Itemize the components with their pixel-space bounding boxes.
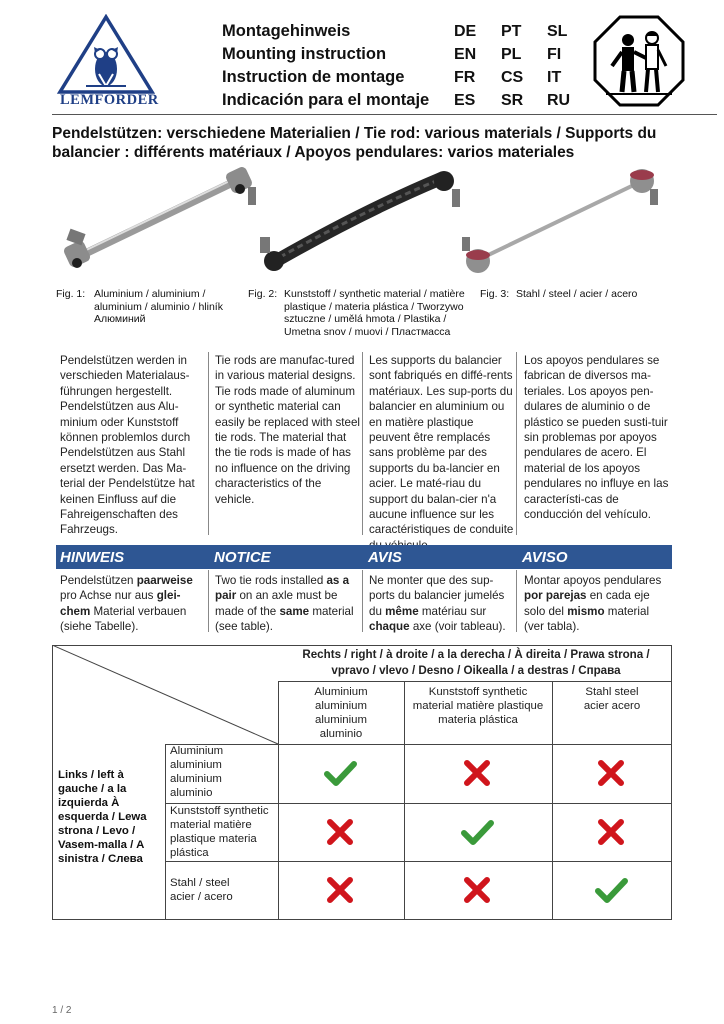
steel-tie-rod-icon [458, 165, 668, 285]
lang-code: PT [501, 23, 522, 40]
cross-icon [594, 817, 628, 847]
figure-label: Fig. 1: [56, 288, 86, 300]
figure-label: Fig. 2: [248, 288, 278, 300]
notice-text-fr: Ne monter que des sup-ports du balancier jumelés du même matériau sur chaque axe (voir tableau). [369, 574, 506, 634]
figure-2-image [258, 165, 468, 285]
lang-code: EN [454, 46, 477, 63]
lang-code: ES [454, 92, 476, 109]
table-diagonal-line [52, 645, 279, 745]
column-divider [208, 352, 209, 535]
column-divider [362, 570, 363, 632]
figure-text: Stahl / steel / acier / acero [516, 288, 638, 300]
aluminium-tie-rod-icon [56, 165, 266, 285]
plastic-tie-rod-icon [258, 165, 468, 285]
table-right-header: Rechts / right / à droite / a la derecha / À direita / Prawa strona / vpravo / vlevo / Desno / Oikealla / a destras / Справа [302, 648, 650, 677]
header-titles [222, 20, 429, 112]
notice-text-es: Montar apoyos pendulares por parejas en cada eje solo del mismo material (ver tabla). [524, 574, 662, 634]
language-codes [454, 20, 594, 112]
page-number: 1 / 2 [52, 1005, 72, 1016]
lang-code: PL [501, 46, 522, 63]
table-col-header: Stahl steel acier acero [583, 686, 641, 712]
lang-code: FR [454, 69, 476, 86]
notice-text-en: Two tie rods installed as a pair on an axle must be made of the same material (see table). [215, 574, 354, 634]
cross-icon [460, 875, 494, 905]
header-title-de: Montagehinweis [222, 22, 351, 40]
lang-code: CS [501, 69, 524, 86]
check-icon [594, 875, 628, 905]
figure-3-image [458, 165, 668, 285]
lang-code: SR [501, 92, 524, 109]
header-title-fr: Instruction de montage [222, 68, 405, 86]
body-text-es: Los apoyos pendulares se fabrican de diversos ma-teriales. Los apoyos pen-dulares de aluminio o de plástico se pueden susti-tuir sin problemas por apoyos pendulares de acero. El material de los apoyos pendulares no influye en las característi-cas de conducción del vehículo. [524, 354, 669, 522]
figure-text: Kunststoff / synthetic material / matière plastique / materia plástica / Tworzywo sztuczne / umělá hmota / Plastika / Umetna snov / muovi / Пластмасса [284, 288, 465, 338]
cross-icon [594, 758, 628, 788]
notice-title: AVIS [368, 549, 402, 566]
lang-code: IT [547, 69, 562, 86]
body-text-fr: Les supports du balancier sont fabriqués en diffé-rents matériaux. Les sup-ports du balancier en aluminium ou en matière plastique peuvent être remplacés sans problème par des supports du ba-lancier en acier. Le maté-riau du support du balan-cier n'a aucune influence sur les caractéristiques de conduite [369, 354, 514, 537]
table-row-label: Kunststoff synthetic material matière plastique materia plástica [170, 805, 269, 859]
body-text-en: Tie rods are manufac-tured in various material designs. Tie rods made of aluminum or synthetic material can easily be replaced with steel tie rods. The material that the tie rods is made of has no influence on the driving characteristics of the vehicle. [215, 354, 361, 506]
table-col-header: Aluminium aluminium aluminium aluminio [314, 686, 368, 740]
brand-name: LEMFÖRDER [60, 92, 159, 108]
notice-header-bar [56, 545, 672, 569]
notice-text-de: Pendelstützen paarweise pro Achse nur aus glei-chem Material verbauen (siehe Tabelle). [60, 574, 193, 634]
cross-icon [460, 758, 494, 788]
lang-code: RU [547, 92, 571, 109]
notice-title: AVISO [522, 549, 568, 566]
figure-2-caption [248, 288, 466, 338]
column-divider [208, 570, 209, 632]
table-left-header: Links / left à gauche / a la izquierda À esquerda / Lewa strona / Levo / Vasem-malla / A sinistra / Слева [58, 769, 147, 865]
lang-code: FI [547, 46, 562, 63]
notice-title: NOTICE [214, 549, 271, 566]
header-title-es: Indicación para el montaje [222, 91, 430, 109]
column-divider [516, 352, 517, 535]
body-text-de: Pendelstützen werden in verschieden Materialaus-führungen hergestellt. Pendelstützen aus Alu-minium oder Kunststoff können problemlos durch Pendelstützen aus Stahl ersetzt werden. Das Ma-terial der Pendelstütze hat keinen Einfluss auf die Fahreigenschaften des Fahrzeugs. [60, 354, 195, 537]
figure-1-image [56, 165, 266, 285]
check-icon [460, 817, 494, 847]
cross-icon [323, 817, 357, 847]
figure-label: Fig. 3: [480, 288, 510, 300]
page-title: Pendelstützen: verschiedene Materialien / Tie rod: various materials / Supports du balancier : différents matériaux / Apoyos pendulares: varios materiales [52, 125, 657, 161]
owl-triangle-icon [56, 14, 156, 94]
header-divider [52, 114, 717, 115]
column-divider [362, 352, 363, 535]
check-icon [323, 758, 357, 788]
table-col-header: Kunststoff synthetic material matière plastique materia plástica [412, 686, 544, 726]
cross-icon [323, 875, 357, 905]
figure-3-caption [480, 288, 680, 301]
lang-code: SL [547, 23, 568, 40]
lang-code: DE [454, 23, 477, 40]
brand-logo [56, 14, 159, 110]
figure-text: Aluminium / aluminium / aluminium / aluminio / hliník Алюминий [94, 288, 223, 325]
column-divider [516, 570, 517, 632]
mechanic-octagon-icon [592, 14, 686, 108]
figure-1-caption [56, 288, 236, 326]
notice-title: HINWEIS [60, 549, 125, 566]
table-row-label: Aluminium aluminium aluminium aluminio [170, 745, 224, 799]
header-title-en: Mounting instruction [222, 45, 387, 63]
table-row-label: Stahl / steel acier / acero [170, 877, 233, 903]
